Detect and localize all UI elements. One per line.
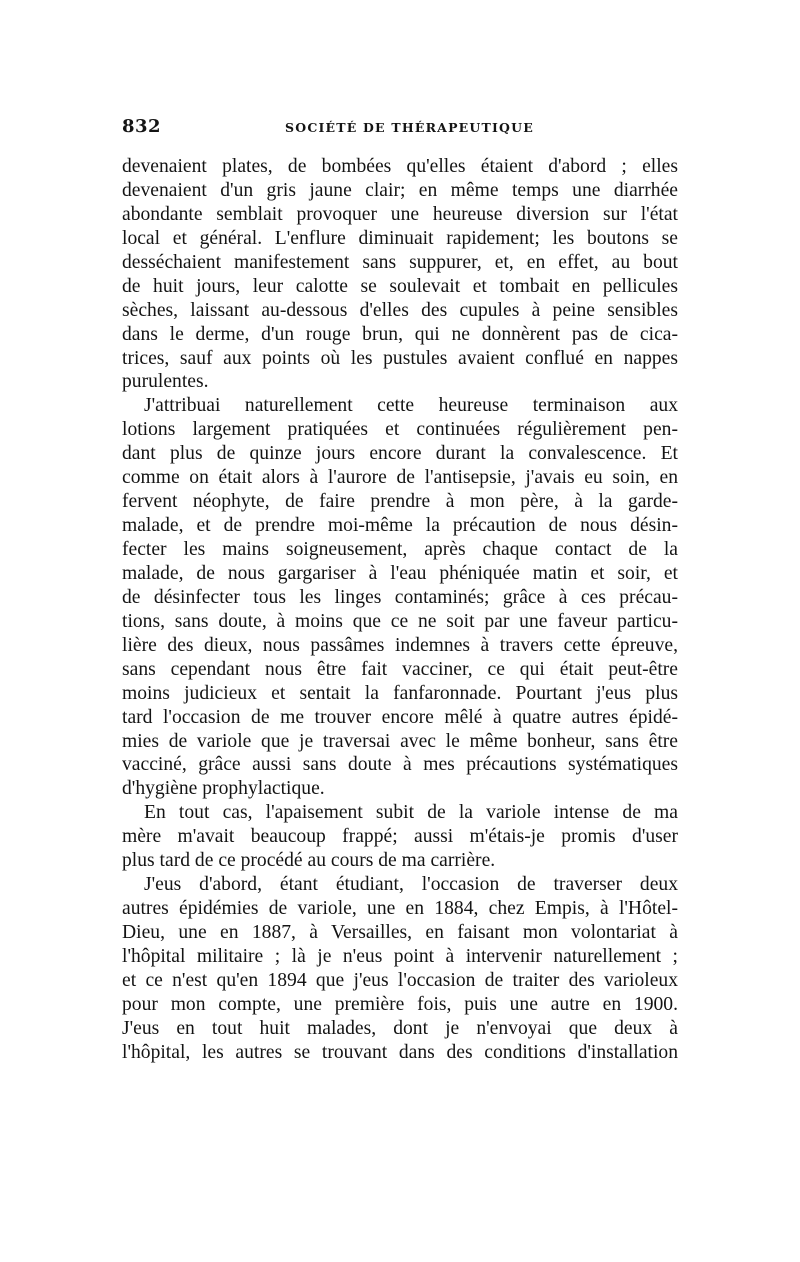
text-line: purulentes. — [122, 371, 209, 393]
text-line: abondante semblait provoquer une heureuse diversion sur l'état — [122, 203, 678, 225]
text-line: tard l'occasion de me trouver encore mêlé à quatre autres épidé- — [122, 706, 678, 728]
text-line: dant plus de quinze jours encore durant la convalescence. Et — [122, 443, 678, 465]
text-line: malade, et de prendre moi-même la précaution de nous désin- — [122, 515, 678, 537]
text-line: malade, de nous gargariser à l'eau phéniquée matin et soir, et — [122, 562, 678, 584]
body-text — [122, 155, 678, 1065]
page-number: 832 — [122, 116, 162, 137]
text-line: plus tard de ce procédé au cours de ma carrière. — [122, 850, 496, 872]
text-line: lotions largement pratiquées et continuées régulièrement pen- — [122, 419, 678, 441]
text-line: En tout cas, l'apaisement subit de la variole intense de ma — [144, 802, 678, 824]
running-head — [122, 116, 676, 140]
text-line: sans cependant nous être fait vacciner, ce qui était peut-être — [122, 658, 678, 680]
text-line: lière des dieux, nous passâmes indemnes à travers cette épreuve, — [122, 634, 678, 656]
text-line: mies de variole que je traversai avec le même bonheur, sans être — [122, 730, 678, 752]
text-line: et ce n'est qu'en 1894 que j'eus l'occasion de traiter des varioleux — [122, 969, 678, 991]
text-line: mère m'avait beaucoup frappé; aussi m'étais-je promis d'user — [122, 826, 678, 848]
text-line: vacciné, grâce aussi sans doute à mes précautions systématiques — [122, 754, 678, 776]
text-line: fecter les mains soigneusement, après chaque contact de la — [122, 539, 678, 560]
text-line: fervent néophyte, de faire prendre à mon père, à la garde- — [122, 491, 678, 513]
text-line: J'attribuai naturellement cette heureuse terminaison aux — [144, 395, 678, 417]
text-line: tions, sans doute, à moins que ce ne soit par une faveur particu- — [122, 610, 678, 632]
text-line: de désinfecter tous les linges contaminés; grâce à ces précau- — [122, 586, 678, 608]
text-line: J'eus d'abord, étant étudiant, l'occasion de traverser deux — [144, 874, 678, 896]
text-line: moins judicieux et sentait la fanfaronnade. Pourtant j'eus plus — [122, 682, 678, 704]
text-line: J'eus en tout huit malades, dont je n'envoyai que deux à — [122, 1017, 678, 1039]
text-line: desséchaient manifestement sans suppurer, et, en effet, au bout — [122, 251, 678, 273]
text-line: Dieu, une en 1887, à Versailles, en faisant mon volontariat à — [122, 922, 678, 943]
text-line: autres épidémies de variole, une en 1884, chez Empis, à l'Hôtel- — [122, 898, 678, 920]
text-line: pour mon compte, une première fois, puis une autre en 1900. — [122, 993, 678, 1015]
text-line: devenaient d'un gris jaune clair; en même temps une diarrhée — [122, 179, 678, 201]
text-line: sèches, laissant au-dessous d'elles des cupules à peine sensibles — [122, 299, 678, 321]
text-line: comme on était alors à l'aurore de l'antisepsie, j'avais eu soin, en — [122, 467, 678, 489]
text-line: local et général. L'enflure diminuait rapidement; les boutons se — [122, 227, 678, 249]
text-line: de huit jours, leur calotte se soulevait et tombait en pellicules — [122, 275, 678, 297]
text-line: trices, sauf aux points où les pustules avaient conflué en nappes — [122, 347, 678, 369]
text-line: l'hôpital, les autres se trouvant dans des conditions d'installation — [122, 1041, 678, 1063]
text-line: d'hygiène prophylactique. — [122, 778, 325, 800]
running-title: SOCIÉTÉ DE THÉRAPEUTIQUE — [285, 120, 534, 135]
text-line: devenaient plates, de bombées qu'elles étaient d'abord ; elles — [122, 156, 678, 177]
text-line: dans le derme, d'un rouge brun, qui ne donnèrent pas de cica- — [122, 323, 678, 345]
text-line: l'hôpital militaire ; là je n'eus point à intervenir naturellement ; — [122, 945, 678, 967]
